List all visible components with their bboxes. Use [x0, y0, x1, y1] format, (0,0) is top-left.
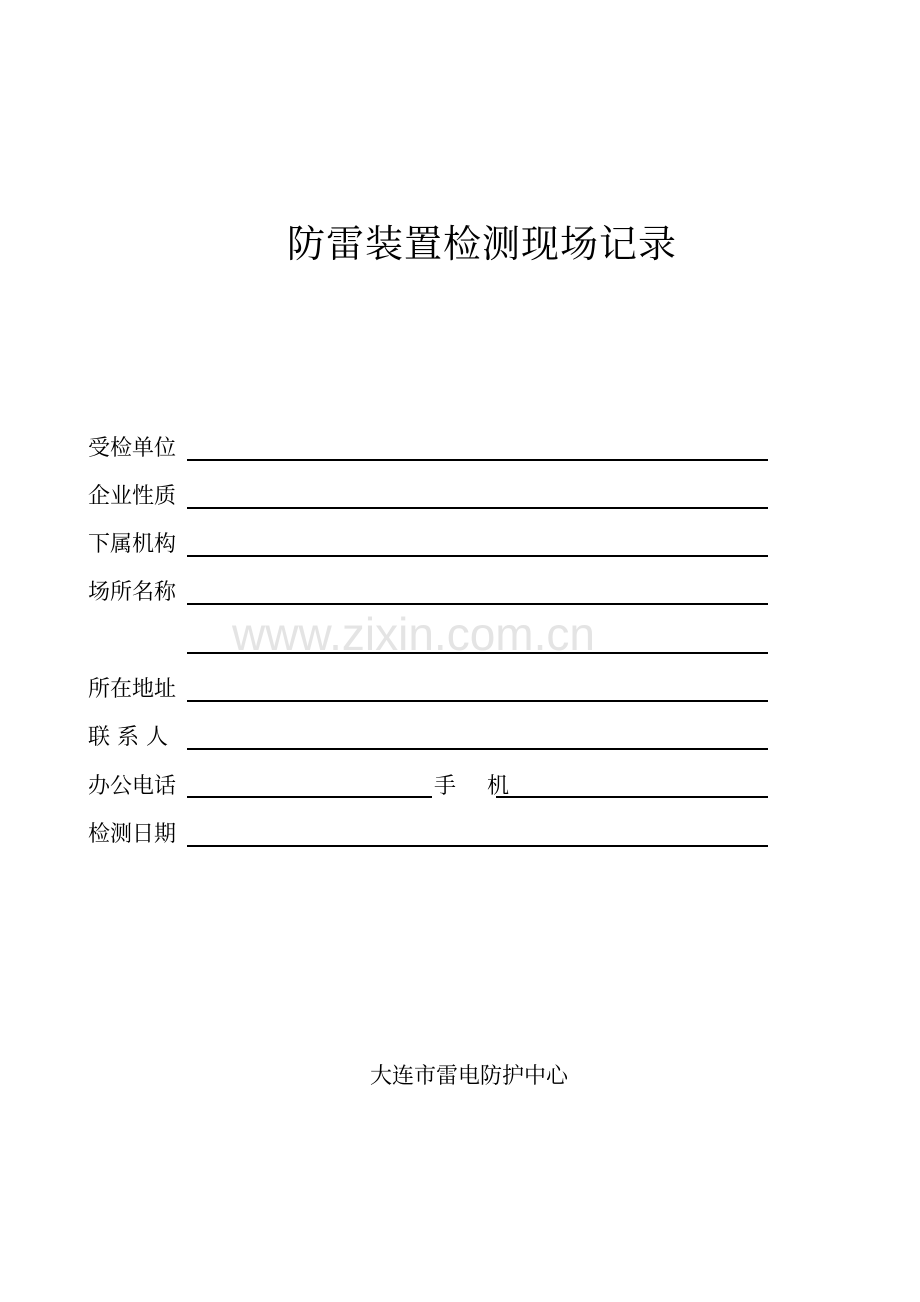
address-field[interactable]: [187, 700, 768, 702]
enterprise-nature-field[interactable]: [187, 507, 768, 509]
mobile-field[interactable]: [496, 796, 768, 798]
site-name-field-line2[interactable]: [187, 652, 768, 654]
inspected-unit-label: 受检单位: [88, 436, 177, 461]
office-phone-field[interactable]: [187, 796, 432, 798]
subordinate-org-field[interactable]: [187, 555, 768, 557]
mobile-label: 手 机: [434, 774, 521, 799]
issuing-organization: 大连市雷电防护中心: [370, 1064, 569, 1089]
watermark: www.zixin.com.cn: [232, 608, 595, 660]
address-label: 所在地址: [88, 677, 177, 702]
inspection-date-label: 检测日期: [88, 822, 177, 847]
enterprise-nature-label: 企业性质: [88, 484, 177, 509]
site-name-field[interactable]: [187, 603, 768, 605]
subordinate-org-label: 下属机构: [88, 532, 177, 557]
document-title: 防雷装置检测现场记录: [286, 222, 677, 266]
contact-person-label: 联 系 人: [88, 725, 168, 750]
site-name-label: 场所名称: [88, 580, 177, 605]
office-phone-label: 办公电话: [88, 774, 177, 799]
inspection-date-field[interactable]: [187, 845, 768, 847]
contact-person-field[interactable]: [187, 748, 768, 750]
inspected-unit-field[interactable]: [187, 459, 768, 461]
